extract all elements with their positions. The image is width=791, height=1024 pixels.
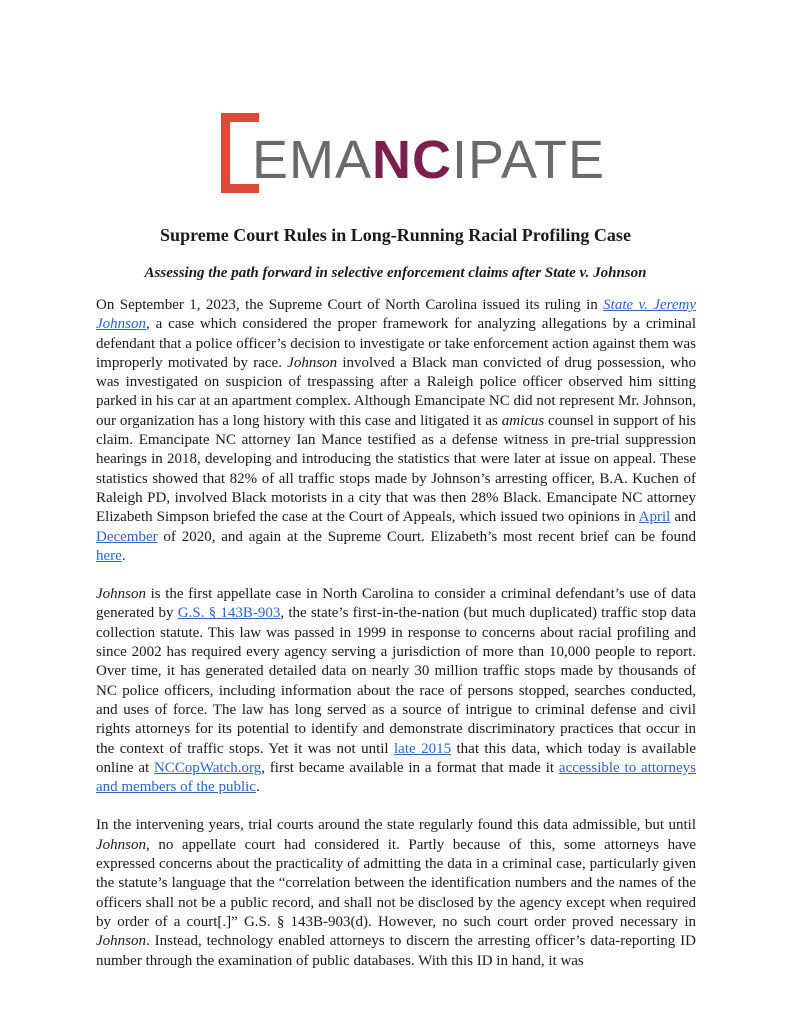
p1-text-1: On September 1, 2023, the Supreme Court of North Carolina issued its ruling in (96, 297, 604, 313)
april-opinion-link[interactable]: April (638, 509, 671, 526)
p2-text-3: that this data, which today is available online at (96, 740, 696, 776)
state-v-johnson-link[interactable]: State v. Jeremy Johnson (96, 297, 696, 333)
logo-text-ema: EMA (252, 130, 373, 190)
p2-text-2: , the state’s first-in-the-nation (but much duplicated) traffic stop data collection statute. This law was passed in 1999 in response to concerns about racial profiling and since 2002 has required every agency serving a jurisdiction of more than 10,000 people to report. Over time, it has generated detailed data on nearly 30 million traffic stops made by thousands of NC police officers, including information about the race of persons stopped, searches conducted, and uses of force. The law has long served as a source of intrigue to criminal defense and civil rights attorneys for its potential to identify and demonstrate discriminatory practices that occur in the context of traffic stops. Yet it was not until (96, 605, 696, 757)
logo-text-ipate: IPATE (452, 130, 606, 190)
p2-text-4: , first became available in a format that made it (261, 759, 559, 776)
p2-text-5: . (255, 779, 260, 796)
statute-link[interactable]: G.S. § 143B-903 (177, 605, 281, 622)
p1-text-5: and (670, 509, 696, 526)
december-opinion-link[interactable]: December (96, 528, 158, 545)
p1-text-6: of 2020, and again at the Supreme Court. Elizabeth’s most recent brief can be found (157, 528, 696, 545)
p3-text-2: , no appellate court had considered it. Partly because of this, some attorneys have expressed concerns about the practicality of admitting the data in a criminal case, particularly given the statute’s language that the “correlation between the identification numbers and the names of the officers shall not be a public record, and shall not be disclosed by the agency except when required by order of a court[.]” G.S. § 143B-903(d). However, no such court order proved necessary in (96, 836, 696, 930)
emancipate-logo (221, 113, 606, 203)
brief-here-link[interactable]: here (96, 547, 122, 564)
document-subtitle: Assessing the path forward in selective enforcement claims after State v. Johnson (144, 265, 647, 281)
paragraph-1 (96, 296, 696, 566)
logo-wordmark (252, 130, 605, 190)
late-2015-link[interactable]: late 2015 (394, 740, 452, 757)
nccopwatch-link[interactable]: NCCopWatch.org (153, 759, 262, 776)
article-body (96, 296, 696, 990)
paragraph-2 (96, 585, 696, 797)
p3-text-1: In the intervening years, trial courts around the state regularly found this data admissible, but until (96, 817, 696, 834)
paragraph-3 (96, 816, 696, 970)
p1-text-7: . (121, 547, 126, 564)
p1-text-3: involved a Black man convicted of drug possession, who was investigated on suspicion of trespassing after a Raleigh police officer observed him sitting parked in his car at an apartment complex. Although Emancipate NC did not represent Mr. Johnson, our organization has a long history with this case and litigated it as (96, 354, 696, 429)
logo-text-nc: NC (372, 130, 453, 190)
p3-case-name-2: Johnson (96, 933, 146, 950)
p2-text-1: is the first appellate case in North Carolina to consider a criminal defendant’s use of data generated by (96, 586, 696, 622)
p1-text-2: , a case which considered the proper framework for analyzing allegations by a criminal defendant that a police officer’s decision to investigate or take enforcement action against them was improperly motivated by race. (96, 316, 696, 371)
p2-case-name: Johnson (96, 586, 146, 603)
p1-amicus: amicus (501, 412, 545, 429)
accessible-link[interactable]: accessible to attorneys and members of the public (96, 759, 696, 796)
p1-case-name: Johnson (287, 354, 338, 371)
document-title: Supreme Court Rules in Long-Running Racial Profiling Case (160, 225, 631, 245)
p1-text-4: counsel in support of his claim. Emancipate NC attorney Ian Mance testified as a defense witness in pre-trial suppression hearings in 2018, developing and introducing the statistics that were later at issue on appeal. These statistics showed that 82% of all traffic stops made by Johnson’s arresting officer, B.A. Kuchen of Raleigh PD, involved Black motorists in a city that was then 28% Black. Emancipate NC attorney Elizabeth Simpson briefed the case at the Court of Appeals, which issued two opinions in (96, 412, 696, 526)
p3-text-3: . Instead, technology enabled attorneys to discern the arresting officer’s data-reporting ID number through the examination of public databases. With this ID in hand, it was (96, 933, 696, 969)
p3-case-name-1: Johnson (96, 836, 146, 853)
